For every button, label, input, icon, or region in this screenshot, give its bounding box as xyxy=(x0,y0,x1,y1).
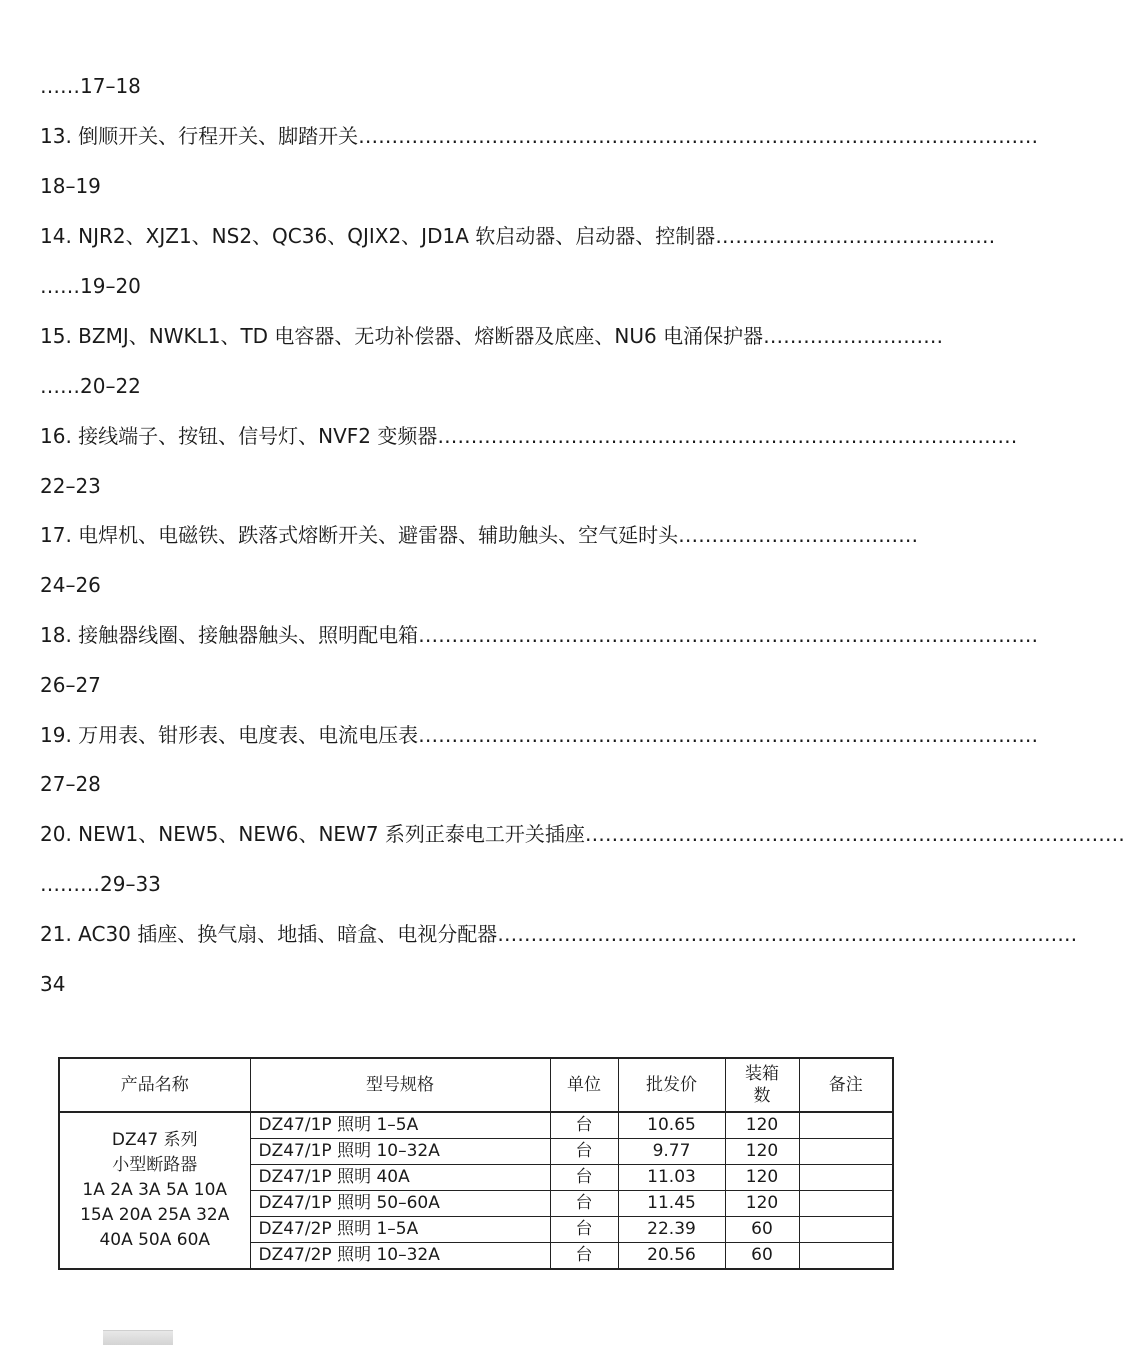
spec-cell: DZ47/2P 照明 1–5A xyxy=(250,1217,550,1243)
toc-entry[interactable]: 16. 接线端子、按钮、信号灯、NVF2 变频器 …………………………………………………………………………… xyxy=(40,424,1018,448)
toc-entry[interactable]: 13. 倒顺开关、行程开关、脚踏开关 ………………………………………………………………………………………… xyxy=(40,124,1039,148)
spec-cell: DZ47/2P 照明 10–32A xyxy=(250,1243,550,1270)
toc-entry[interactable]: 19. 万用表、钳形表、电度表、电流电压表 ………………………………………………………………………………… xyxy=(40,723,1039,747)
note-cell xyxy=(799,1165,893,1191)
qty-cell: 60 xyxy=(725,1243,799,1270)
product-name-line: 小型断路器 xyxy=(112,1155,198,1175)
toc-page-range: 34 xyxy=(40,972,66,996)
toc-page-range: 22–23 xyxy=(40,474,101,498)
unit-cell: 台 xyxy=(550,1243,618,1270)
toc-entry[interactable]: 15. BZMJ、NWKL1、TD 电容器、无功补偿器、熔断器及底座、NU6 电涌保护器 ……………………… xyxy=(40,324,944,348)
spec-cell: DZ47/1P 照明 10–32A xyxy=(250,1139,550,1165)
table-row xyxy=(59,1112,893,1139)
qty-cell: 60 xyxy=(725,1217,799,1243)
note-cell xyxy=(799,1191,893,1217)
qty-cell: 120 xyxy=(725,1191,799,1217)
column-header: 批发价 xyxy=(618,1058,725,1112)
toc-entry[interactable]: 17. 电焊机、电磁铁、跌落式熔断开关、避雷器、辅助触头、空气延时头 ……………………………… xyxy=(40,523,919,547)
price-cell: 11.45 xyxy=(618,1191,725,1217)
product-name-cell xyxy=(59,1112,250,1269)
toc-entry[interactable]: 18. 接触器线圈、接触器触头、照明配电箱 ………………………………………………………………………………… xyxy=(40,623,1039,647)
spec-cell: DZ47/1P 照明 1–5A xyxy=(250,1112,550,1139)
toc-entry[interactable]: 20. NEW1、NEW5、NEW6、NEW7 系列正泰电工开关插座 ……………………………………………………………………… xyxy=(40,822,1125,846)
price-cell: 11.03 xyxy=(618,1165,725,1191)
note-cell xyxy=(799,1112,893,1139)
product-name-line: DZ47 系列 xyxy=(111,1130,198,1150)
toc-page-range: 26–27 xyxy=(40,673,101,697)
toc-entry[interactable]: 21. AC30 插座、换气扇、地插、暗盒、电视分配器 …………………………………………………………………………… xyxy=(40,922,1078,946)
unit-cell: 台 xyxy=(550,1112,618,1139)
product-name-line: 1A 2A 3A 5A 10A xyxy=(82,1180,228,1200)
unit-cell: 台 xyxy=(550,1165,618,1191)
column-header: 备注 xyxy=(799,1058,893,1112)
column-header: 单位 xyxy=(550,1058,618,1112)
price-cell: 20.56 xyxy=(618,1243,725,1270)
toc-page-range: 27–28 xyxy=(40,772,101,796)
product-photo-edge xyxy=(103,1330,173,1345)
toc-page-range: 18–19 xyxy=(40,174,101,198)
spec-cell: DZ47/1P 照明 40A xyxy=(250,1165,550,1191)
unit-cell: 台 xyxy=(550,1191,618,1217)
toc-page-range: 24–26 xyxy=(40,573,101,597)
column-header: 产品名称 xyxy=(59,1058,250,1112)
note-cell xyxy=(799,1217,893,1243)
toc-line: ……17–18 xyxy=(40,74,141,98)
unit-cell: 台 xyxy=(550,1139,618,1165)
qty-cell: 120 xyxy=(725,1139,799,1165)
toc-line: ……19–20 xyxy=(40,274,141,298)
unit-cell: 台 xyxy=(550,1217,618,1243)
column-header: 型号规格 xyxy=(250,1058,550,1112)
product-name-line: 15A 20A 25A 32A xyxy=(80,1205,230,1225)
price-cell: 9.77 xyxy=(618,1139,725,1165)
toc-line: ……20–22 xyxy=(40,374,141,398)
qty-cell: 120 xyxy=(725,1112,799,1139)
spec-cell: DZ47/1P 照明 50–60A xyxy=(250,1191,550,1217)
column-header: 装箱数 xyxy=(725,1058,799,1112)
product-name-line: 40A 50A 60A xyxy=(99,1230,211,1250)
toc-line: ………29–33 xyxy=(40,872,161,896)
toc-entry[interactable]: 14. NJR2、XJZ1、NS2、QC36、QJIX2、JD1A 软启动器、启动器、控制器 …………………………………… xyxy=(40,224,996,248)
qty-cell: 120 xyxy=(725,1165,799,1191)
note-cell xyxy=(799,1243,893,1270)
table-header-row xyxy=(59,1058,893,1112)
note-cell xyxy=(799,1139,893,1165)
price-cell: 10.65 xyxy=(618,1112,725,1139)
price-cell: 22.39 xyxy=(618,1217,725,1243)
price-table xyxy=(58,1057,894,1270)
